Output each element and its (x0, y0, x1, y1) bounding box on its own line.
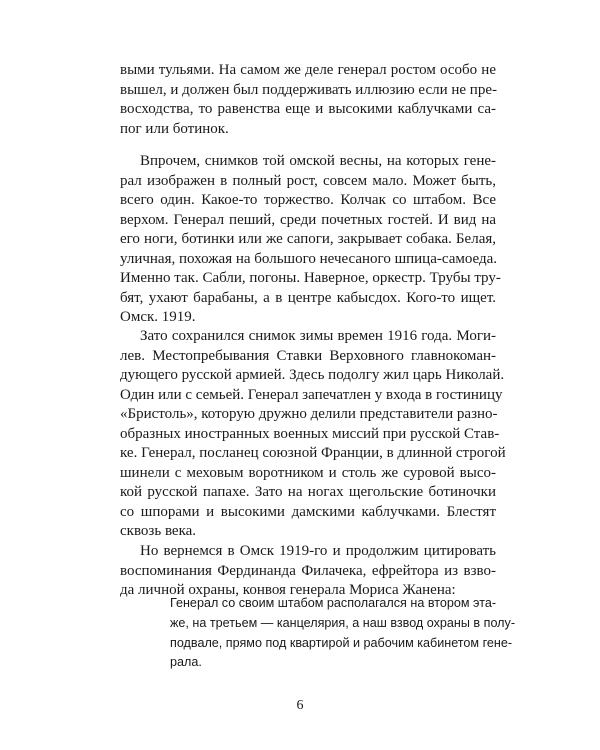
quote-line: же, на третьем — канцелярия, а наш взвод охраны в полу- (170, 615, 516, 630)
text-line: Именно так. Сабли, погоны. Наверное, оркестр. Трубы тру- (120, 270, 501, 286)
text-line: вышел, и должен был поддерживать иллюзию если не пре- (120, 81, 497, 98)
text-line: бят, ухают барабаны, а в центре кабысдох. Кого-то ищет. (120, 289, 496, 306)
text-line: пог или ботинок. (120, 120, 229, 137)
text-line: Омск. 1919. (120, 309, 196, 325)
paragraph-4 (120, 542, 496, 601)
text-line: кой русской папахе. Зато на ногах щегольские ботиночки (120, 484, 496, 500)
text-line: дующего русской армией. Здесь подолгу жил царь Николай. (120, 367, 505, 383)
quote-line: Генерал со своим штабом располагался на втором эта- (170, 596, 497, 610)
text-line: со шпорами и высокими дамскими каблучками. Блестят (120, 503, 496, 520)
paragraph-1 (120, 61, 496, 139)
text-line: воспоминания Фердинанда Филачека, ефрейтора из взво- (120, 562, 496, 579)
text-line: Впрочем, снимков той омской весны, на которых гене- (140, 153, 496, 169)
text-line: выми тульями. На самом же деле генерал ростом особо не (120, 62, 496, 78)
text-line: сквозь века. (120, 523, 197, 539)
text-line: Зато сохранился снимок зимы времен 1916 года. Моги- (140, 328, 496, 344)
text-line: рал изображен в полный рост, совсем мало. Может быть, (120, 172, 496, 189)
page-number: 6 (296, 698, 304, 713)
quote-line: рала. (170, 655, 202, 670)
text-line: лев. Местопребывания Ставки Верховного главнокоман- (120, 347, 496, 364)
text-line: его ноги, ботинки или же сапоги, закрывает собака. Белая, (120, 231, 496, 247)
paragraph-3 (120, 327, 506, 542)
text-line: да личной охраны, конвоя генерала Мориса Жанена: (120, 582, 456, 598)
text-line: шинели с меховым воротником и столь же суровой высо- (120, 464, 496, 481)
text-line: уличная, похожая на большого нечесаного шпица-самоеда. (120, 250, 498, 267)
text-line: всего один. Какое-то торжество. Колчак со штабом. Все (120, 192, 496, 208)
block-quote (170, 594, 516, 673)
quote-line: подвале, прямо под квартирой и рабочим кабинетом гене- (170, 635, 513, 650)
text-line: верхом. Генерал пеший, среди почетных гостей. И вид на (120, 211, 496, 228)
text-line: ке. Генерал, посланец союзной Франции, в длинной строгой (120, 445, 506, 461)
text-line: «Бристоль», которую дружно делили представители разно- (120, 406, 498, 422)
text-line: Но вернемся в Омск 1919-го и продолжим цитировать (140, 543, 496, 559)
text-line: образных иностранных военных миссий при русской Став- (120, 425, 500, 442)
paragraph-2 (120, 152, 501, 328)
text-line: восходства, то равенства еще и высокими каблучками са- (120, 101, 496, 117)
text-line: Один или с семьей. Генерал запечатлен у входа в гостиницу (120, 386, 503, 403)
